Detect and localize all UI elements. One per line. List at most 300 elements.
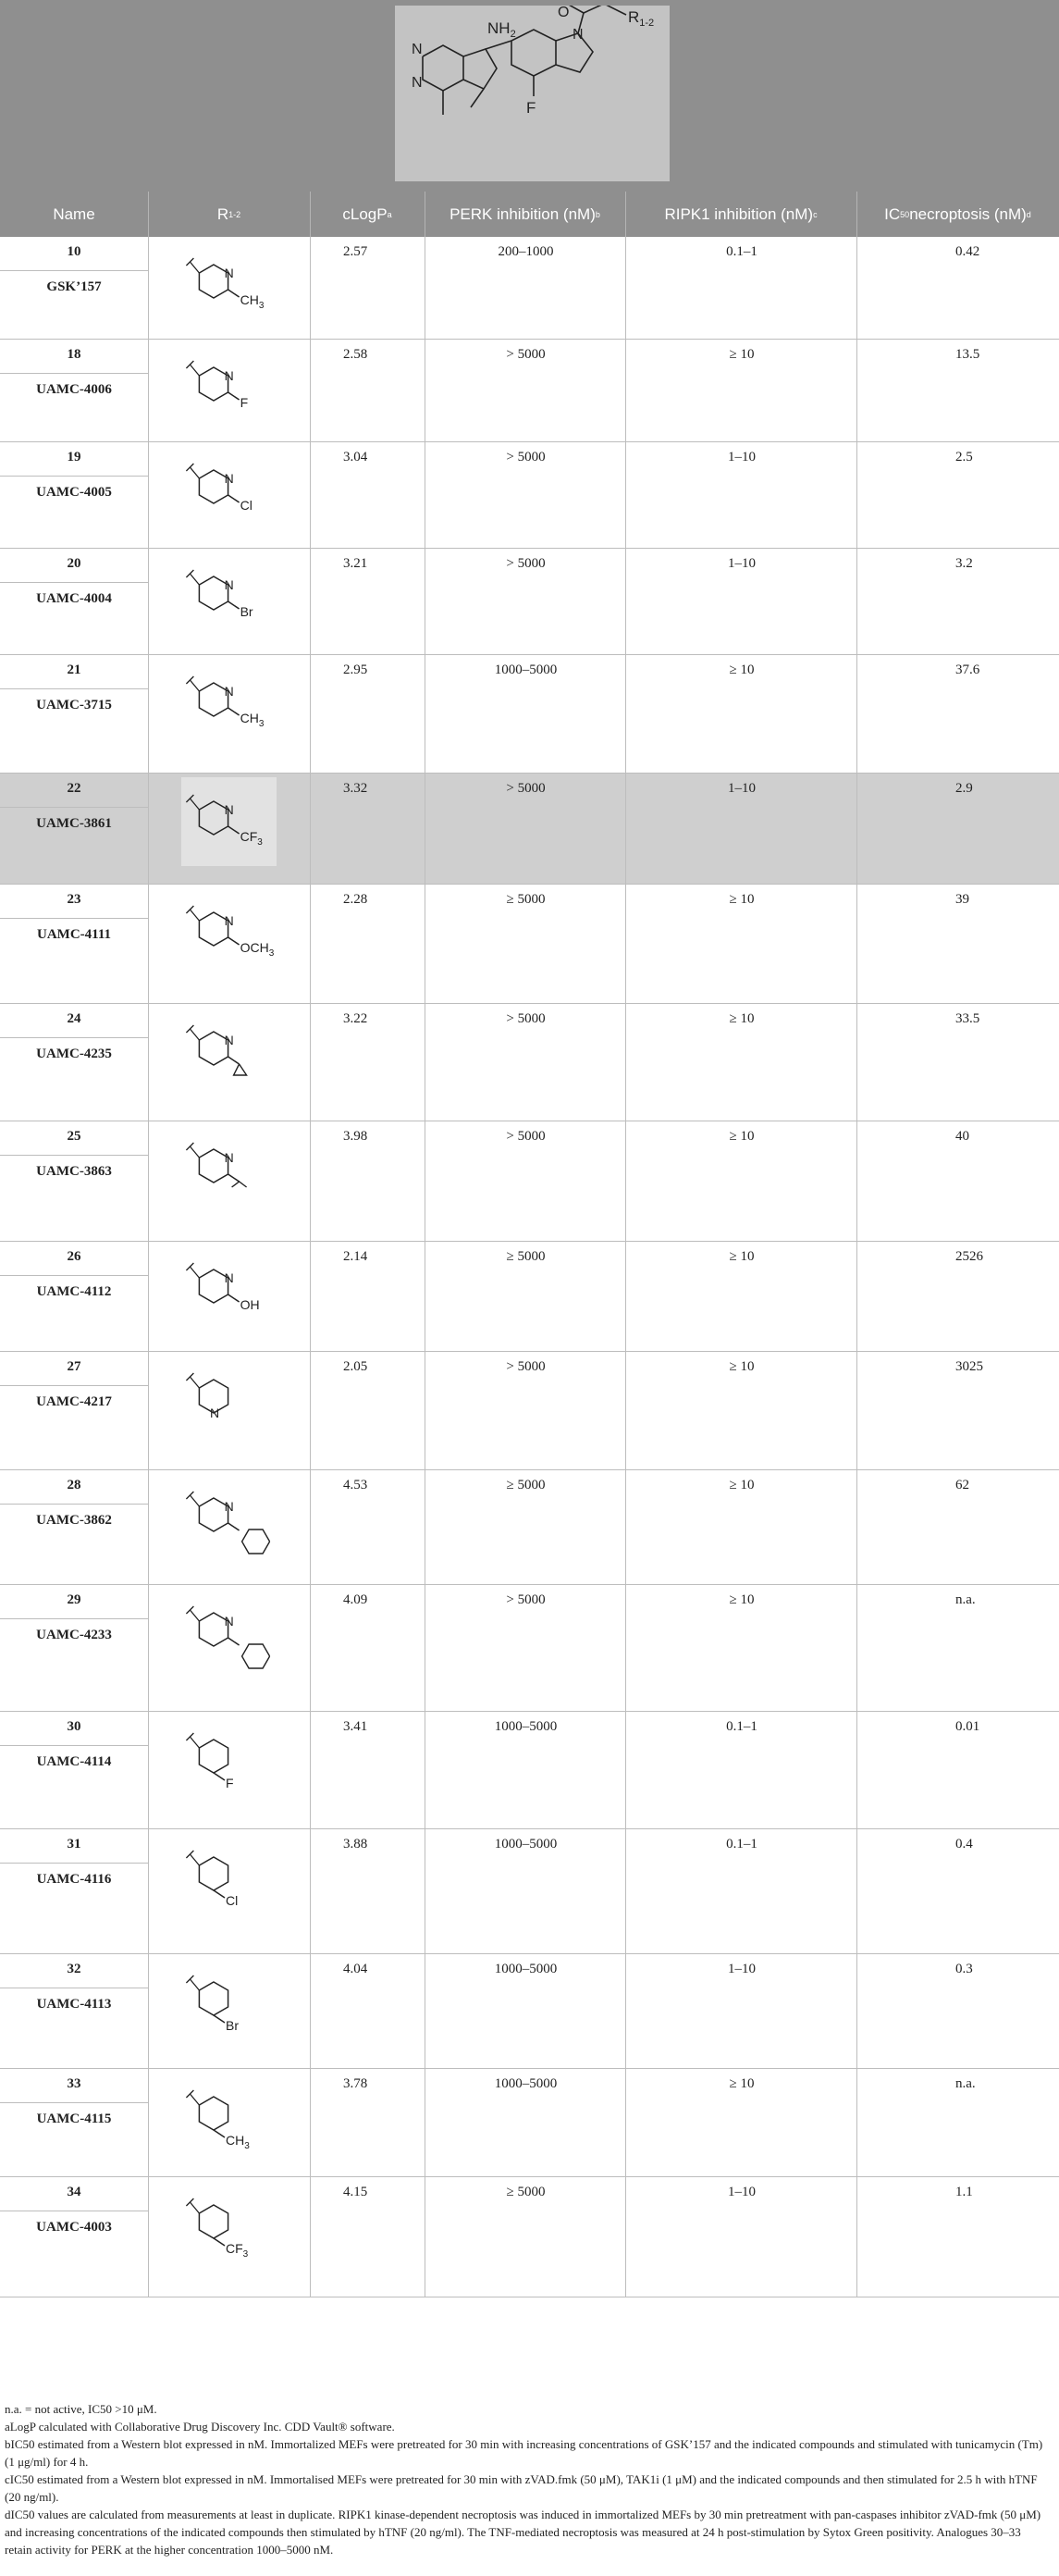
table-cell bbox=[0, 2069, 148, 2176]
table-cell bbox=[148, 549, 310, 654]
table-cell bbox=[425, 885, 625, 1003]
table-cell bbox=[625, 1352, 856, 1469]
r-group-cell bbox=[177, 777, 288, 874]
ring-nitrogen-label: N bbox=[224, 266, 234, 280]
table-row bbox=[0, 1352, 1059, 1470]
ring-nitrogen-label: N bbox=[224, 1270, 234, 1285]
table-cell bbox=[0, 1004, 148, 1121]
table-cell bbox=[625, 1004, 856, 1121]
name-divider bbox=[0, 1385, 148, 1386]
table-cell bbox=[856, 1712, 1059, 1828]
table-cell bbox=[148, 655, 310, 773]
ripk1-value: ≥ 10 bbox=[729, 1592, 755, 1607]
compound-name: UAMC-3715 bbox=[36, 698, 112, 712]
header-r-text: R bbox=[216, 204, 229, 223]
core-r-label: R bbox=[628, 8, 640, 26]
table-cell bbox=[425, 2177, 625, 2297]
ripk1-value: ≥ 10 bbox=[729, 892, 755, 907]
perk-value: 1000–5000 bbox=[494, 1962, 558, 1976]
ic50-value: 37.6 bbox=[955, 663, 980, 677]
r-group-cell bbox=[177, 552, 288, 650]
compound-number: 25 bbox=[67, 1129, 81, 1144]
table-cell bbox=[856, 1004, 1059, 1121]
name-divider bbox=[0, 1504, 148, 1505]
r-group-structure bbox=[177, 552, 288, 645]
perk-value: 1000–5000 bbox=[494, 1719, 558, 1734]
clogp-value: 3.32 bbox=[343, 781, 368, 796]
r-group-structure bbox=[177, 446, 288, 539]
table-cell bbox=[625, 2177, 856, 2297]
r-group-cell bbox=[177, 1245, 288, 1343]
compound-number: 30 bbox=[67, 1719, 81, 1734]
table-cell bbox=[425, 655, 625, 773]
substituent-label: Br bbox=[240, 604, 253, 619]
ripk1-value: 0.1–1 bbox=[726, 1837, 757, 1852]
ripk1-value: ≥ 10 bbox=[729, 347, 755, 362]
ripk1-value: ≥ 10 bbox=[729, 1359, 755, 1374]
compound-name: UAMC-4115 bbox=[36, 2112, 112, 2126]
table-cell bbox=[0, 1121, 148, 1241]
substituent-drawing bbox=[242, 1644, 270, 1668]
table-header-area bbox=[0, 0, 1059, 192]
name-divider bbox=[0, 918, 148, 919]
header-ripk1-text: RIPK1 inhibition (nM) bbox=[664, 204, 814, 223]
clogp-value: 2.57 bbox=[343, 244, 368, 259]
r-group-structure bbox=[177, 1008, 288, 1100]
substituent-label: $CH_3$ bbox=[240, 292, 265, 311]
compound-name: UAMC-4116 bbox=[36, 1872, 112, 1887]
r-group-structure bbox=[177, 343, 288, 436]
table-cell bbox=[148, 2069, 310, 2176]
substituent-label: F bbox=[226, 1776, 234, 1790]
ring-nitrogen-label: N bbox=[224, 684, 234, 699]
ring-nitrogen-label: N bbox=[224, 577, 234, 592]
table-cell bbox=[856, 1470, 1059, 1584]
ring-nitrogen-label: N bbox=[210, 1406, 220, 1420]
table-cell bbox=[0, 655, 148, 773]
table-cell bbox=[425, 774, 625, 884]
table-row bbox=[0, 1954, 1059, 2069]
clogp-value: 3.04 bbox=[343, 450, 368, 464]
compound-name: UAMC-4006 bbox=[36, 382, 112, 397]
table-cell bbox=[310, 442, 425, 548]
r-group-structure bbox=[177, 659, 288, 751]
header-r bbox=[148, 192, 310, 237]
r-group-cell bbox=[177, 2073, 288, 2170]
perk-value: > 5000 bbox=[506, 1129, 546, 1144]
table-cell bbox=[425, 1242, 625, 1351]
ripk1-value: 1–10 bbox=[728, 2185, 756, 2199]
footnote-a: aLogP calculated with Collaborative Drug Discovery Inc. CDD Vault® software. bbox=[5, 2420, 395, 2434]
ripk1-value: 1–10 bbox=[728, 1962, 756, 1976]
ic50-value: 13.5 bbox=[955, 347, 980, 362]
r-group-cell bbox=[177, 1589, 288, 1686]
ring-nitrogen-label: N bbox=[224, 1614, 234, 1629]
table-body bbox=[0, 237, 1059, 2389]
table-cell bbox=[625, 655, 856, 773]
table-cell bbox=[310, 340, 425, 441]
clogp-value: 3.41 bbox=[343, 1719, 368, 1734]
table-row bbox=[0, 2069, 1059, 2177]
table-cell bbox=[148, 1954, 310, 2068]
ic50-value: 2.9 bbox=[955, 781, 973, 796]
header-clogp bbox=[310, 192, 425, 237]
compound-name: UAMC-4217 bbox=[36, 1394, 112, 1409]
table-cell bbox=[0, 2177, 148, 2297]
name-divider bbox=[0, 476, 148, 477]
table-cell bbox=[148, 1352, 310, 1469]
ring-nitrogen-label: N bbox=[224, 913, 234, 928]
table-row bbox=[0, 1121, 1059, 1242]
clogp-value: 3.98 bbox=[343, 1129, 368, 1144]
table-cell bbox=[856, 1121, 1059, 1241]
table-cell bbox=[856, 2177, 1059, 2297]
table-cell bbox=[310, 1121, 425, 1241]
r-group-cell bbox=[177, 1474, 288, 1571]
table-cell bbox=[856, 1585, 1059, 1711]
table-cell bbox=[856, 655, 1059, 773]
column-header-row bbox=[0, 192, 1059, 237]
clogp-value: 2.95 bbox=[343, 663, 368, 677]
r-group-cell bbox=[177, 343, 288, 440]
r-group-cell bbox=[177, 1715, 288, 1813]
clogp-value: 3.88 bbox=[343, 1837, 368, 1852]
name-divider bbox=[0, 1618, 148, 1619]
substituent-label: OH bbox=[240, 1297, 260, 1312]
ic50-value: 33.5 bbox=[955, 1011, 980, 1026]
table-cell bbox=[425, 237, 625, 339]
substituent-label: Cl bbox=[226, 1893, 239, 1908]
table-cell bbox=[148, 1470, 310, 1584]
table-cell bbox=[625, 1712, 856, 1828]
ring-nitrogen-label: N bbox=[224, 471, 234, 486]
name-divider bbox=[0, 688, 148, 689]
compound-name: UAMC-3861 bbox=[36, 816, 112, 831]
table-row bbox=[0, 442, 1059, 549]
ic50-value: 2.5 bbox=[955, 450, 973, 464]
r-group-cell bbox=[177, 1008, 288, 1105]
clogp-value: 4.04 bbox=[343, 1962, 368, 1976]
table-row bbox=[0, 340, 1059, 442]
perk-value: > 5000 bbox=[506, 781, 546, 796]
table-cell bbox=[0, 549, 148, 654]
r-group-structure bbox=[177, 777, 288, 870]
header-r-subscript: 1-2 bbox=[228, 209, 241, 219]
clogp-value: 2.05 bbox=[343, 1359, 368, 1374]
table-cell bbox=[310, 1585, 425, 1711]
name-divider bbox=[0, 373, 148, 374]
ring-nitrogen-label: N bbox=[224, 802, 234, 817]
table-cell bbox=[425, 1954, 625, 2068]
compound-number: 33 bbox=[67, 2076, 81, 2091]
clogp-value: 3.78 bbox=[343, 2076, 368, 2091]
r-group-cell bbox=[177, 1958, 288, 2055]
table-cell bbox=[625, 1954, 856, 2068]
ic50-value: n.a. bbox=[955, 2076, 976, 2091]
table-cell bbox=[856, 1352, 1059, 1469]
table-cell bbox=[425, 442, 625, 548]
compound-number: 26 bbox=[67, 1249, 81, 1264]
ic50-value: 40 bbox=[955, 1129, 969, 1144]
table-cell bbox=[425, 1585, 625, 1711]
table-cell bbox=[310, 774, 425, 884]
table-cell bbox=[148, 1004, 310, 1121]
perk-value: ≥ 5000 bbox=[506, 1249, 546, 1264]
table-cell bbox=[148, 1121, 310, 1241]
table-cell bbox=[625, 1121, 856, 1241]
table-cell bbox=[625, 237, 856, 339]
ic50-value: 0.4 bbox=[955, 1837, 973, 1852]
header-name: Name bbox=[53, 204, 95, 223]
table-cell bbox=[856, 340, 1059, 441]
compound-name: UAMC-3863 bbox=[36, 1164, 112, 1179]
substituent-label: $CH_3$ bbox=[226, 2133, 250, 2151]
substituent-label: Cl bbox=[240, 498, 252, 513]
name-divider bbox=[0, 582, 148, 583]
name-divider bbox=[0, 1863, 148, 1864]
name-divider bbox=[0, 1037, 148, 1038]
perk-value: > 5000 bbox=[506, 1592, 546, 1607]
clogp-value: 2.14 bbox=[343, 1249, 368, 1264]
clogp-value: 2.58 bbox=[343, 347, 368, 362]
name-divider bbox=[0, 1155, 148, 1156]
perk-value: 1000–5000 bbox=[494, 2076, 558, 2091]
core-fluoro-label: F bbox=[526, 99, 536, 117]
r-group-cell bbox=[177, 659, 288, 756]
name-divider bbox=[0, 2102, 148, 2103]
compound-number: 29 bbox=[67, 1592, 81, 1607]
r-group-structure bbox=[177, 1833, 288, 1926]
table-cell bbox=[425, 1470, 625, 1584]
perk-value: > 5000 bbox=[506, 450, 546, 464]
svg-text:N: N bbox=[573, 27, 584, 43]
header-clogp-text: cLogP bbox=[342, 204, 388, 223]
clogp-value: 4.53 bbox=[343, 1478, 368, 1492]
compound-number: 32 bbox=[67, 1962, 81, 1976]
ic50-value: 0.42 bbox=[955, 244, 980, 259]
header-ic50-subscript: 50 bbox=[900, 209, 910, 219]
table-cell bbox=[0, 1470, 148, 1584]
table-row bbox=[0, 1712, 1059, 1829]
header-perk bbox=[425, 192, 625, 237]
table-row bbox=[0, 655, 1059, 774]
table-cell bbox=[310, 2069, 425, 2176]
substituent-drawing bbox=[234, 1064, 247, 1075]
ic50-value: 1.1 bbox=[955, 2185, 973, 2199]
ripk1-value: ≥ 10 bbox=[729, 1478, 755, 1492]
table-row bbox=[0, 237, 1059, 340]
footnote-b: bIC50 estimated from a Western blot expressed in nM. Immortalized MEFs were pretreated for 30 min with increasing concentrations of GSK’157 and the indicated compounds and stimulated with tunicamycin (Tm) (1 μg/ml) for 4 h. bbox=[5, 2437, 1043, 2469]
perk-value: 200–1000 bbox=[498, 244, 554, 259]
table-cell bbox=[0, 237, 148, 339]
table-cell bbox=[148, 885, 310, 1003]
table-row bbox=[0, 1242, 1059, 1352]
table-row bbox=[0, 885, 1059, 1004]
ripk1-value: ≥ 10 bbox=[729, 663, 755, 677]
table-cell bbox=[425, 340, 625, 441]
table-cell bbox=[148, 1242, 310, 1351]
svg-text:O: O bbox=[558, 6, 570, 20]
table-cell bbox=[425, 549, 625, 654]
r-group-structure bbox=[177, 1356, 288, 1448]
r-group-structure bbox=[177, 241, 288, 333]
table-cell bbox=[856, 1954, 1059, 2068]
table-cell bbox=[856, 1829, 1059, 1953]
name-divider bbox=[0, 807, 148, 808]
table-row bbox=[0, 774, 1059, 885]
perk-value: > 5000 bbox=[506, 1011, 546, 1026]
r-group-structure bbox=[177, 1958, 288, 2050]
table-cell bbox=[148, 340, 310, 441]
header-clogp-footnote: a bbox=[387, 209, 392, 219]
table-cell bbox=[0, 1954, 148, 2068]
table-cell bbox=[148, 1585, 310, 1711]
compound-name: UAMC-4112 bbox=[36, 1284, 112, 1299]
ic50-value: n.a. bbox=[955, 1592, 976, 1607]
header-ripk1-footnote: c bbox=[813, 209, 818, 219]
table-cell bbox=[310, 885, 425, 1003]
ic50-value: 39 bbox=[955, 892, 969, 907]
header-ic50 bbox=[856, 192, 1059, 237]
core-structure-image bbox=[395, 6, 670, 181]
footnote-na: n.a. = not active, IC50 >10 μM. bbox=[5, 2402, 157, 2416]
r-group-structure bbox=[177, 2073, 288, 2165]
compound-name: UAMC-4111 bbox=[37, 927, 111, 942]
r-group-structure bbox=[177, 2181, 288, 2273]
table-row bbox=[0, 1585, 1059, 1712]
header-ripk1 bbox=[625, 192, 856, 237]
table-cell bbox=[625, 1242, 856, 1351]
substituent-label: $CH_3$ bbox=[240, 711, 265, 729]
clogp-value: 4.09 bbox=[343, 1592, 368, 1607]
table-cell bbox=[148, 442, 310, 548]
table-cell bbox=[310, 1004, 425, 1121]
ripk1-value: 0.1–1 bbox=[726, 1719, 757, 1734]
r-group-structure bbox=[177, 888, 288, 981]
table-cell bbox=[0, 1242, 148, 1351]
perk-value: > 5000 bbox=[506, 347, 546, 362]
svg-text:NH2 bbox=[487, 19, 516, 40]
table-cell bbox=[310, 1829, 425, 1953]
ripk1-value: 1–10 bbox=[728, 450, 756, 464]
name-divider bbox=[0, 1275, 148, 1276]
table-row bbox=[0, 2177, 1059, 2297]
ic50-value: 2526 bbox=[955, 1249, 983, 1264]
table-cell bbox=[0, 885, 148, 1003]
r-group-cell bbox=[177, 446, 288, 543]
substituent-label: Br bbox=[226, 2018, 239, 2033]
table-cell bbox=[310, 1954, 425, 2068]
perk-value: ≥ 5000 bbox=[506, 892, 546, 907]
ic50-value: 0.3 bbox=[955, 1962, 973, 1976]
table-cell bbox=[0, 442, 148, 548]
ring-nitrogen-label: N bbox=[224, 1499, 234, 1514]
table-cell bbox=[625, 1829, 856, 1953]
compound-number: 19 bbox=[67, 450, 81, 464]
compound-number: 34 bbox=[67, 2185, 81, 2199]
r-group-structure bbox=[177, 1474, 288, 1567]
compound-number: 22 bbox=[67, 781, 81, 796]
perk-value: 1000–5000 bbox=[494, 663, 558, 677]
compound-name: GSK’157 bbox=[46, 279, 102, 294]
table-cell bbox=[425, 2069, 625, 2176]
table-cell bbox=[148, 1712, 310, 1828]
compound-number: 23 bbox=[67, 892, 81, 907]
compound-name: UAMC-4233 bbox=[36, 1628, 112, 1642]
clogp-value: 3.21 bbox=[343, 556, 368, 571]
ripk1-value: ≥ 10 bbox=[729, 2076, 755, 2091]
compound-number: 24 bbox=[67, 1011, 81, 1026]
r-group-structure bbox=[177, 1125, 288, 1218]
perk-value: ≥ 5000 bbox=[506, 1478, 546, 1492]
table-footnotes bbox=[5, 2400, 1050, 2558]
compound-number: 18 bbox=[67, 347, 81, 362]
table-cell bbox=[148, 1829, 310, 1953]
core-nh2-label: NH bbox=[487, 19, 511, 37]
compound-name: UAMC-4004 bbox=[36, 591, 112, 606]
table-cell bbox=[310, 655, 425, 773]
ring-nitrogen-label: N bbox=[224, 1033, 234, 1047]
table-cell bbox=[856, 237, 1059, 339]
header-ic50-text: necroptosis (nM) bbox=[909, 204, 1027, 223]
r-group-cell bbox=[177, 1125, 288, 1222]
substituent-drawing bbox=[232, 1182, 247, 1187]
ripk1-value: 1–10 bbox=[728, 781, 756, 796]
table-cell bbox=[856, 1242, 1059, 1351]
ic50-value: 3025 bbox=[955, 1359, 983, 1374]
clogp-value: 3.22 bbox=[343, 1011, 368, 1026]
compound-name: UAMC-4235 bbox=[36, 1046, 112, 1061]
substituent-label: F bbox=[240, 395, 249, 410]
svg-text:N: N bbox=[412, 42, 423, 57]
svg-text:N: N bbox=[412, 75, 423, 91]
r-group-cell bbox=[177, 888, 288, 985]
table-cell bbox=[625, 2069, 856, 2176]
table-cell bbox=[856, 549, 1059, 654]
compound-number: 31 bbox=[67, 1837, 81, 1852]
core-nh2-subscript: 2 bbox=[510, 29, 516, 40]
clogp-value: 2.28 bbox=[343, 892, 368, 907]
substituent-label: $OCH_3$ bbox=[240, 940, 275, 959]
table-cell bbox=[310, 1712, 425, 1828]
ring-nitrogen-label: N bbox=[224, 1150, 234, 1165]
table-cell bbox=[425, 1352, 625, 1469]
svg-text:R1-2 bbox=[628, 8, 654, 29]
r-group-cell bbox=[177, 241, 288, 338]
table-cell bbox=[0, 1829, 148, 1953]
table-row bbox=[0, 1470, 1059, 1585]
table-cell bbox=[310, 1470, 425, 1584]
ripk1-value: ≥ 10 bbox=[729, 1249, 755, 1264]
table-cell bbox=[0, 774, 148, 884]
table-cell bbox=[310, 2177, 425, 2297]
substituent-drawing bbox=[242, 1530, 270, 1554]
ripk1-value: 0.1–1 bbox=[726, 244, 757, 259]
table-cell bbox=[856, 885, 1059, 1003]
r-group-cell bbox=[177, 1356, 288, 1453]
table-cell bbox=[310, 1352, 425, 1469]
table-cell bbox=[0, 1712, 148, 1828]
r-group-structure bbox=[177, 1715, 288, 1808]
ic50-value: 3.2 bbox=[955, 556, 973, 571]
footnote-d: dIC50 values are calculated from measurements at least in duplicate. RIPK1 kinase-dependent necroptosis was induced in immortalized MEFs by 30 min pretreatment with pan-caspases inhibitor zVAD-fmk (50 μM) and increasing concentrations of the indicated compounds then stimulated by hTNF (20 ng/ml). The TNF-mediated necroptosis was measured at 24 h post-stimulation by Sytox Green positivity. Analogues 30–33 retain activity for PERK at the higher concentration 1000–5000 nM. bbox=[5, 2508, 1041, 2557]
compound-number: 21 bbox=[67, 663, 81, 677]
table-cell bbox=[0, 1585, 148, 1711]
table-cell bbox=[425, 1829, 625, 1953]
table-cell bbox=[625, 340, 856, 441]
ic50-value: 0.01 bbox=[955, 1719, 980, 1734]
clogp-value: 4.15 bbox=[343, 2185, 368, 2199]
